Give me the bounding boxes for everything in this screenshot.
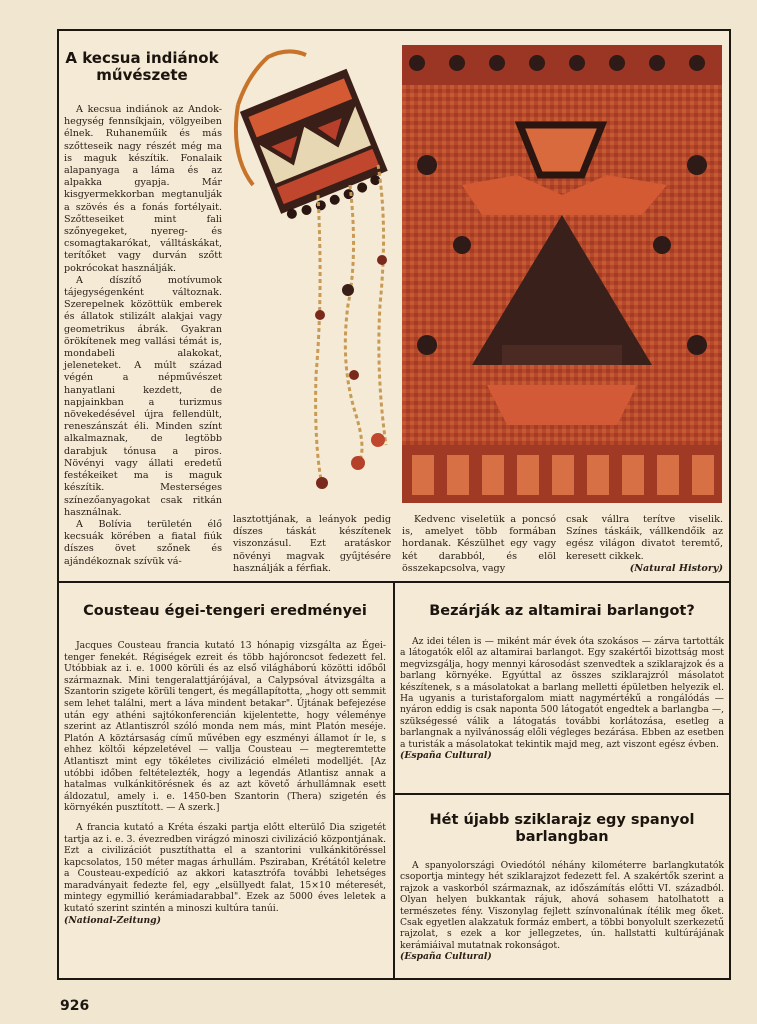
kecsua-col3 xyxy=(402,514,556,575)
woven-bag-illustration xyxy=(228,45,396,505)
cousteau-title: Cousteau égei-tengeri eredményei xyxy=(83,603,367,619)
page-number: 926 xyxy=(60,998,90,1014)
textile-pattern xyxy=(402,45,722,503)
barlang-text: A spanyolországi Oviedótól néhány kilométerre barlangkutatók csoportja mintegy hét sziklarajzot fedezett fel. A szakértők szerint a rajzok a vaskorból származnak, az időszámítás előtti VI. századból. Olyan helyen bukkantak rájuk, ahová sohasem hatolhatott a természetes fény. Viszonylag fejlett színvonalúnak ítélik meg őket. Csak egyetlen alakzatuk formáz embert, a többi bonyolult szerkezetű rajzolat, s ezek a kor jellegzetes, ún. hallstatti kultúrájának kerámiáival mutatnak rokonságot. xyxy=(400,860,724,951)
cousteau-source: (National-Zeitung) xyxy=(64,914,161,926)
altamira-source: (España Cultural) xyxy=(400,750,492,762)
barlang-source: (España Cultural) xyxy=(400,951,492,963)
altamira-text: Az idei télen is — miként már évek óta szokásos — zárva tartották a látogatók elől az altamirai barlangot. Egy szakértői bizottság most megvizsgálja, hogy mennyi károsodást szenvedtek a sziklarajzok és a barlang környéke. Egyúttal az összes sziklarajzról másolatot készítenek, s a másolatokat a barlang melletti épületben helyezik el. Ha ugyanis a turistaforgalom miatt nagymértékű a rongálódás — nyáron eddig is csak naponta 500 látogatót engedtek a barlangba —, szükségessé válik a látogatás további korlátozása, esetleg a barlangnak a nyilvánosság előli végleges bezárása. Ebben az esetben a turisták a másolatokat tekintik majd meg, azt viszont egész évben. xyxy=(400,636,724,750)
kecsua-paragraph-3: A Bolívia területén élő kecsuák körében a fiatal fiúk díszes övet szőnek és ajándékoznak szívük vá- xyxy=(64,518,222,567)
kecsua-body xyxy=(64,104,222,568)
cousteau-body xyxy=(64,640,386,926)
kecsua-col2 xyxy=(233,514,391,575)
kecsua-source: (Natural History) xyxy=(629,562,723,574)
cousteau-paragraph-2: A francia kutató a Kréta északi partja előtt elterülő Dia szigetét tartja az i. e. 3. évezredben virágzó minoszi civilizáció központjának. Ezt a civilizációt pusztíthatta el a szantorini vulkánkitöréssel kapcsolatos, 150 méter magas árhullám. Psziraban, Krétától keletre a Cousteau-expedíció az akkori katasztrófa további lehetséges maradványait fedezte fel, egy „elsüllyedt falat, 15×10 méteresét, mintegy egymillió kerámiadarabbal". Ezek az 5000 éves leletek a kutató szerint szintén a minoszi kultúra tanúi. xyxy=(64,821,386,915)
cousteau-paragraph-1: Jacques Cousteau francia kutató 13 hónapig vizsgálta az Égei-tenger fenekét. Régiségek ezreit és több hajóroncsot fedezett fel. Utóbbiak az i. e. 1000 körüli és az első világháború közötti időből származnak. Mini tengeralattjárójával, a Calypsóval átvizsgálta a Szantorin szigete körüli tengert, és megállapította, „hogy ott semmit sem lehet találni, mert a láva mindent betakar". Újtának befejezése után egy athéni sajtókonferencián kijelentette, hogy véleménye szerint az Atlantiszról szóló monda nem más, mint Platón meséje. Platón A köztársaság című művében egy eszményi államot ír le, s ehhez költői képzeletével — vallja Cousteau — megteremtette Atlantiszt mint egy tökéletes civilizáció elméleti modelljét. [Az utóbbi időben feltételezték, hogy a legendás Atlantisz annak a hatalmas vulkánkitörésnek és az azt követő árhullámnak esett áldozatul, amely i. e. 1450-ben Szantorin (Thera) szigetén és környékén pusztított. — A szerk.] xyxy=(64,640,386,814)
textile-photo xyxy=(402,45,722,503)
kecsua-col4-text: csak vállra terítve viselik. Színes táskáik, vállkendőik az egész világon divatot teremtő, keresett cikkek. xyxy=(566,514,723,562)
altamira-body xyxy=(400,636,724,761)
kecsua-col4 xyxy=(566,514,723,575)
divider-vertical xyxy=(393,581,395,980)
kecsua-paragraph-2: A díszítő motívumok tájegységenként változnak. Szerepelnek közöttük emberek és állatok stilizált alakjai vagy geometrikus ábrák. Gyakran örökítenek meg vallási témát is, mondabeli alakokat, jeleneteket. A múlt század végén a népművészet hanyatlani kezdett, de napjainkban a turizmus növekedésével újra fellendült, reneszánszát éli. Minden színt alkalmaznak, de legtöbb darabjuk tónusa a piros. Növényi vagy állati eredetű festékeiket ma is maguk készítik. Mesterséges színezőanyagokat csak ritkán használnak. xyxy=(64,274,222,518)
kecsua-paragraph-1: A kecsua indiánok az Andok-hegység fennsíkjain, völgyeiben élnek. Ruhaneműik és más szőtteseik nagy részét még ma is maguk készítik. Fonalaik alapanyaga a láma és az alpakka gyapja. Már kisgyermekkorban megtanulják a szövés és a fonás fortélyait. Szőtteseiket mint fali szőnyegeket, nyereg- és csomagtakarókat, válltáskákat, terítőket vagy durván szőtt pokrócokat használják. xyxy=(64,104,222,274)
divider-horizontal-right xyxy=(393,793,731,795)
kecsua-col2-text: lasztottjának, a leányok pedig díszes táskát készítenek viszonzásul. Ezt aratáskor növényi magvak gyűjtésére használják a férfiak. xyxy=(233,514,391,574)
barlang-body xyxy=(400,860,724,963)
altamira-title: Bezárják az altamirai barlangot? xyxy=(429,603,695,619)
kecsua-title: A kecsua indiánok művészete xyxy=(65,49,219,85)
kecsua-col3-text: Kedvenc viseletük a poncsó is, amelyet több formában hordanak. Készülhet egy vagy két darabból, és elöl összekapcsolva, vagy xyxy=(402,514,556,574)
barlang-title: Hét újabb sziklarajz egy spanyol barlangban xyxy=(429,812,695,845)
